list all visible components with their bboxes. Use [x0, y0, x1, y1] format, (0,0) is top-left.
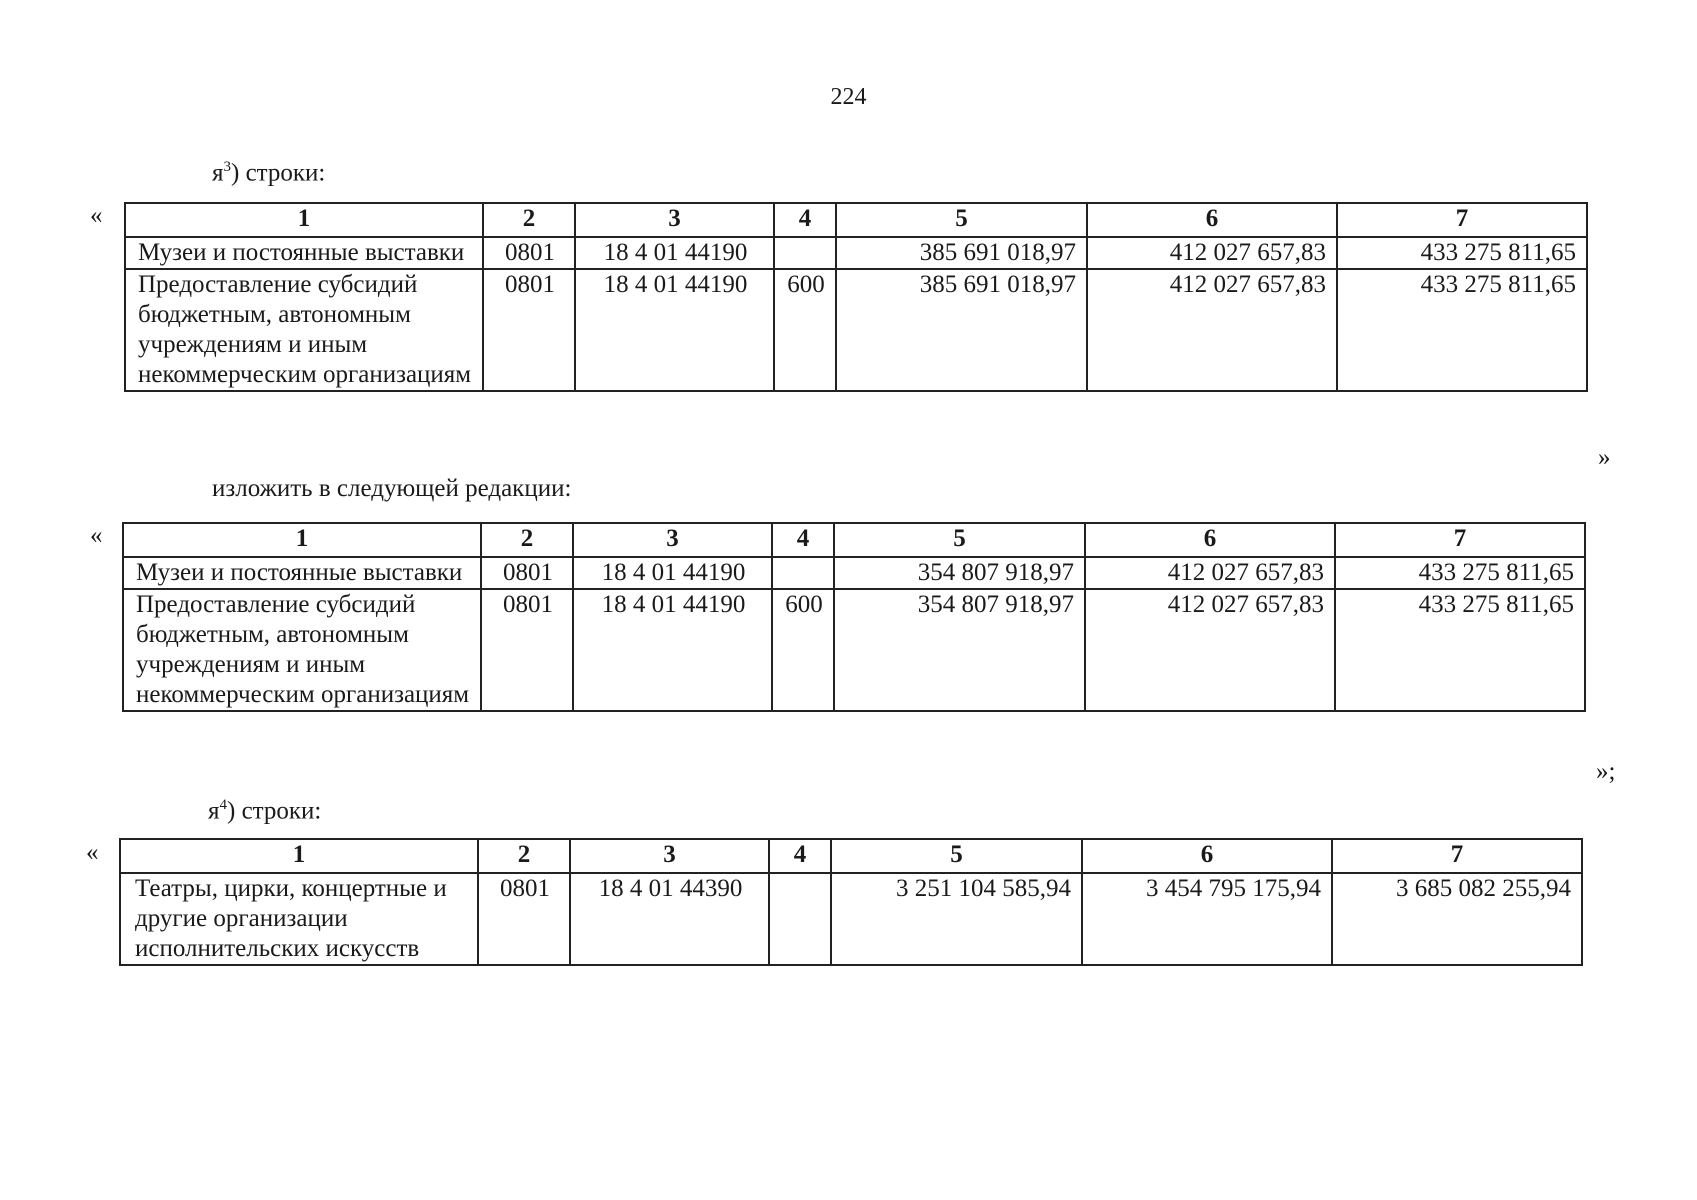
header-cell: 6	[1085, 523, 1335, 557]
expense-type	[774, 237, 836, 269]
table-row	[123, 589, 1585, 711]
section1-caption: $я^3$) строки:	[212, 159, 326, 187]
section3-table	[119, 838, 1583, 966]
table-row	[123, 557, 1585, 589]
header-cell: 5	[836, 203, 1087, 237]
section-code: 0801	[483, 237, 575, 269]
section1-close-quote: »	[1598, 444, 1611, 471]
row-name: Музеи и постоянные выставки	[123, 557, 481, 589]
row-name: Предоставление субсидий бюджетным, автономным учреждениям и иным некоммерческим организациям	[123, 589, 481, 711]
amount-col6: 412 027 657,83	[1087, 237, 1337, 269]
section1-open-quote: «	[90, 202, 103, 229]
header-cell: 1	[123, 523, 481, 557]
target-code: 18 4 01 44190	[575, 237, 774, 269]
table-header-row	[120, 839, 1582, 873]
row-name: Предоставление субсидий бюджетным, автономным учреждениям и иным некоммерческим организациям	[125, 269, 483, 391]
amount-col6: 412 027 657,83	[1085, 589, 1335, 711]
header-cell: 5	[834, 523, 1085, 557]
table-row	[125, 269, 1587, 391]
section1-table	[124, 202, 1588, 392]
header-cell: 1	[120, 839, 478, 873]
header-cell: 1	[125, 203, 483, 237]
expense-type: 600	[772, 589, 834, 711]
amount-col5: 385 691 018,97	[836, 269, 1087, 391]
target-code: 18 4 01 44190	[575, 269, 774, 391]
section3-open-quote: «	[86, 839, 99, 866]
header-cell: 7	[1335, 523, 1585, 557]
header-cell: 4	[772, 523, 834, 557]
amount-col7: 433 275 811,65	[1337, 237, 1587, 269]
expense-type	[772, 557, 834, 589]
header-cell: 2	[483, 203, 575, 237]
section2-caption: изложить в следующей редакции:	[212, 475, 572, 502]
target-code: 18 4 01 44190	[573, 557, 772, 589]
section-code: 0801	[481, 589, 573, 711]
expense-type	[769, 873, 831, 965]
amount-col5: 354 807 918,97	[834, 589, 1085, 711]
row-name: Театры, цирки, концертные и другие организации исполнительских искусств	[120, 873, 478, 965]
section2-close-quote: »;	[1596, 758, 1616, 785]
section-code: 0801	[481, 557, 573, 589]
section2-table	[122, 522, 1586, 712]
table-header-row	[123, 523, 1585, 557]
header-cell: 5	[831, 839, 1082, 873]
amount-col7: 3 685 082 255,94	[1332, 873, 1582, 965]
amount-col7: 433 275 811,65	[1337, 269, 1587, 391]
amount-col5: 354 807 918,97	[834, 557, 1085, 589]
target-code: 18 4 01 44390	[570, 873, 769, 965]
section3-caption-sup: 4	[219, 797, 227, 813]
header-cell: 6	[1087, 203, 1337, 237]
amount-col7: 433 275 811,65	[1335, 557, 1585, 589]
expense-type: 600	[774, 269, 836, 391]
header-cell: 6	[1082, 839, 1332, 873]
amount-col6: 412 027 657,83	[1085, 557, 1335, 589]
section3-caption: $я^4$) строки:	[208, 797, 322, 825]
amount-col6: 3 454 795 175,94	[1082, 873, 1332, 965]
header-cell: 3	[575, 203, 774, 237]
header-cell: 2	[478, 839, 570, 873]
header-cell: 7	[1332, 839, 1582, 873]
header-cell: 3	[570, 839, 769, 873]
table-row	[120, 873, 1582, 965]
amount-col5: 3 251 104 585,94	[831, 873, 1082, 965]
amount-col6: 412 027 657,83	[1087, 269, 1337, 391]
header-cell: 4	[769, 839, 831, 873]
table-row	[125, 237, 1587, 269]
page-number: 224	[830, 84, 867, 110]
table-header-row	[125, 203, 1587, 237]
amount-col7: 433 275 811,65	[1335, 589, 1585, 711]
header-cell: 4	[774, 203, 836, 237]
header-cell: 2	[481, 523, 573, 557]
header-cell: 7	[1337, 203, 1587, 237]
section1-caption-sup: 3	[223, 159, 231, 175]
amount-col5: 385 691 018,97	[836, 237, 1087, 269]
section-code: 0801	[478, 873, 570, 965]
section-code: 0801	[483, 269, 575, 391]
section2-open-quote: «	[90, 522, 103, 549]
target-code: 18 4 01 44190	[573, 589, 772, 711]
row-name: Музеи и постоянные выставки	[125, 237, 483, 269]
header-cell: 3	[573, 523, 772, 557]
